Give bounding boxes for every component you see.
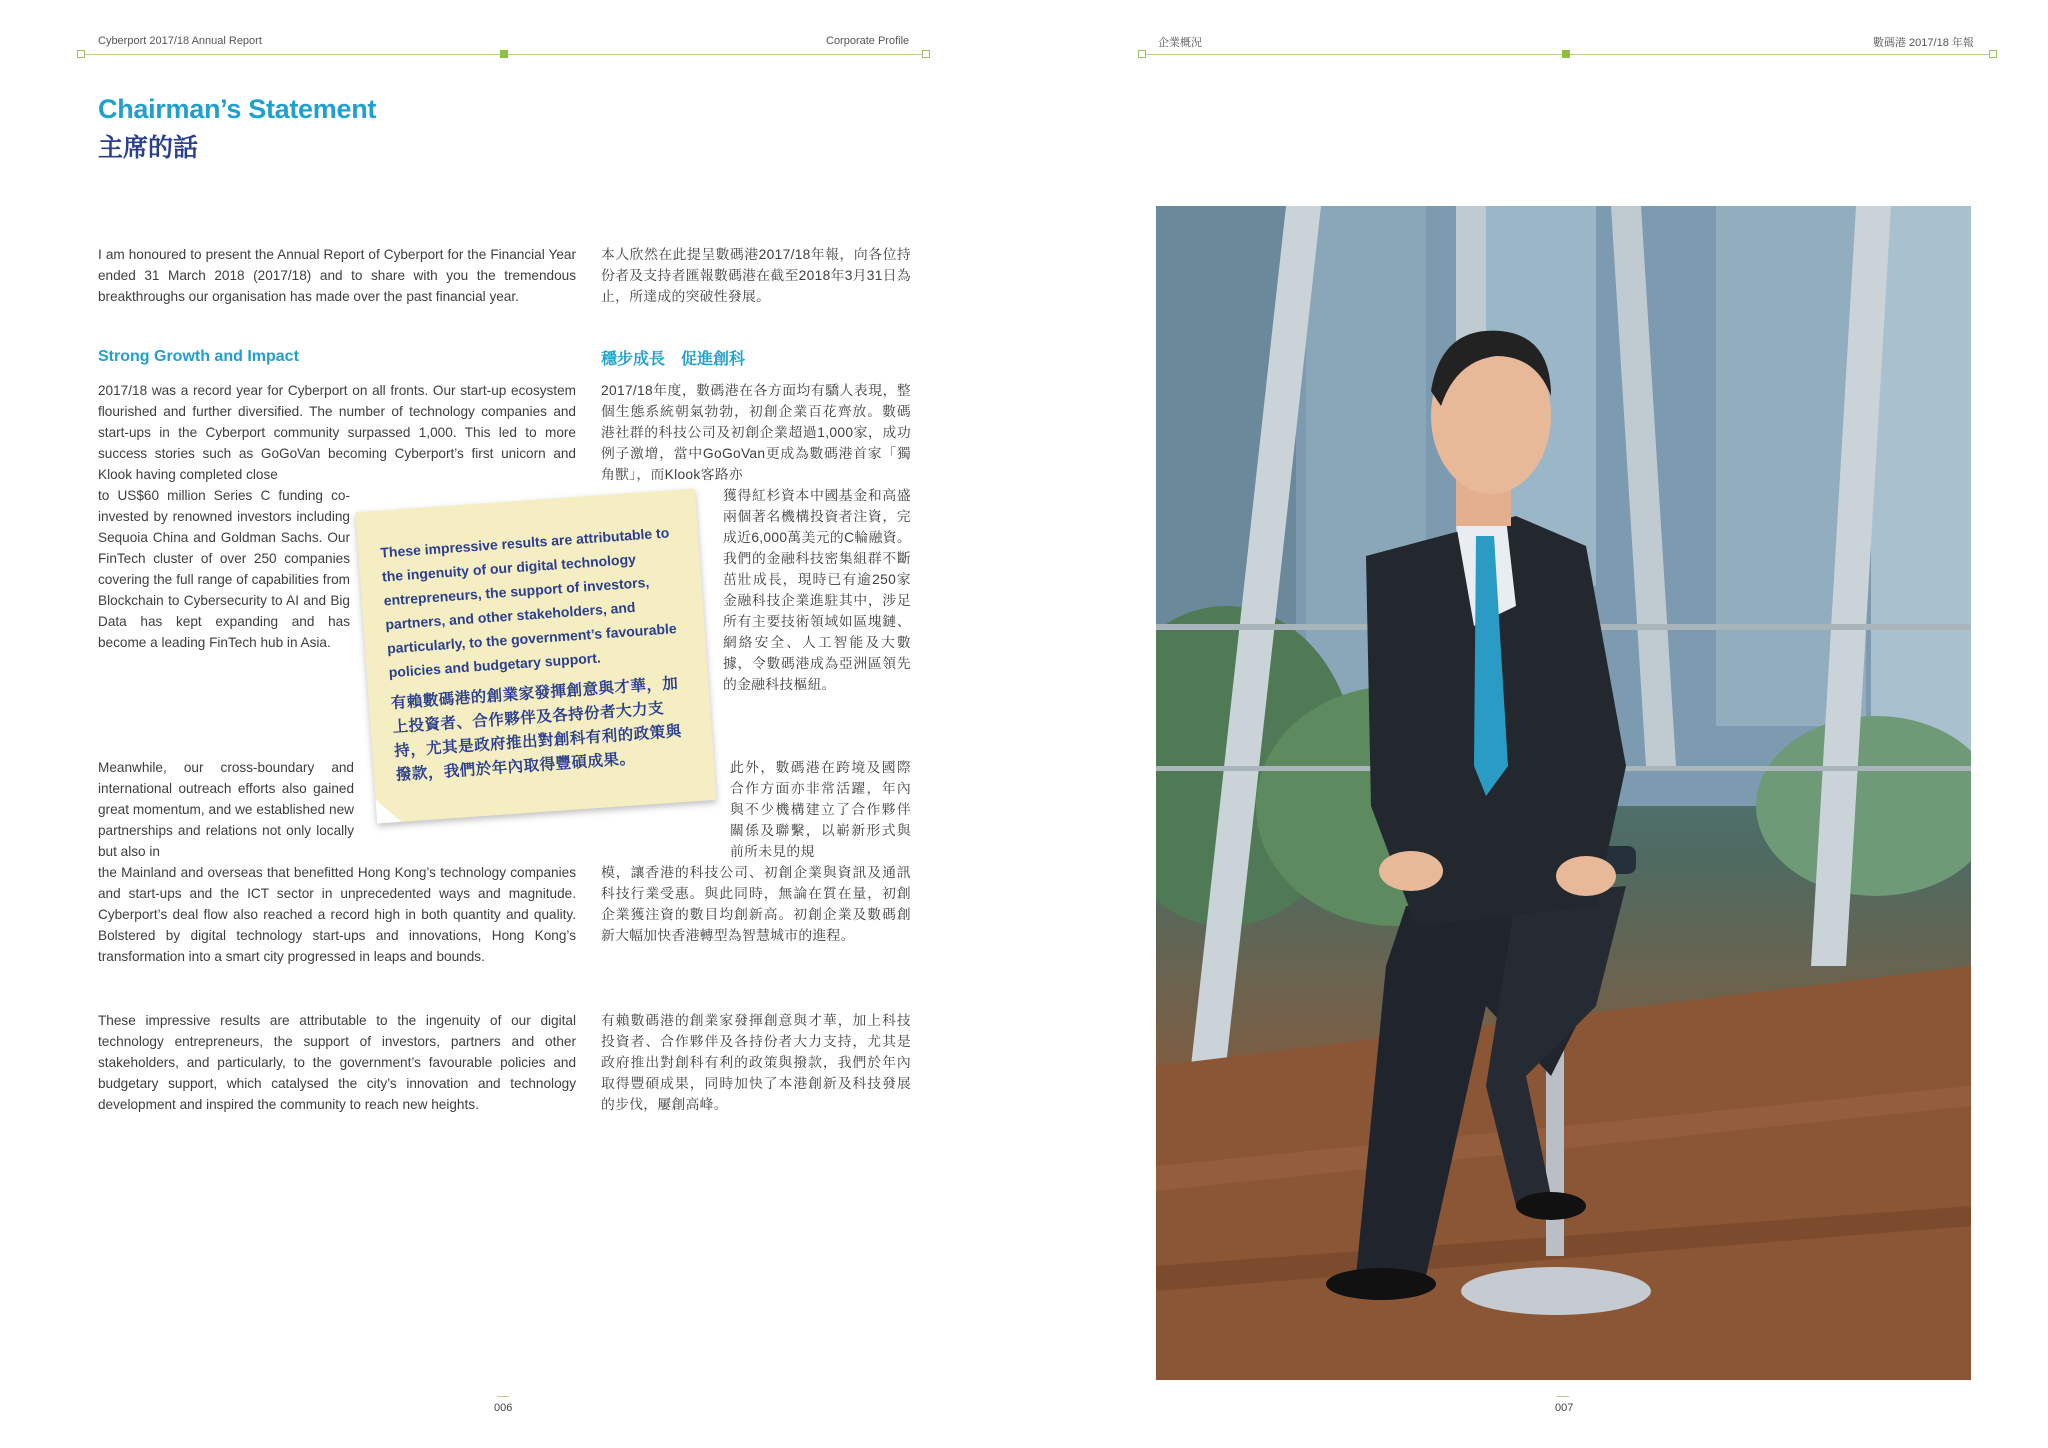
portrait-illustration: [1156, 206, 1971, 1380]
rule-end-square: [922, 50, 930, 58]
intro-paragraph: I am honoured to present the Annual Report of Cyberport for the Financial Year ended 31 March 2018 (2017/18) and to share with you the tremendous breakthroughs our organisation has made over the past financial year.: [98, 247, 576, 304]
paragraph-outreach-zh-full: 模，讓香港的科技公司、初創企業與資訊及通訊科技行業受惠。與此同時，無論在質在量，初創企業獲注資的數目均創新高。初創企業及數碼創新大幅加快香港轉型為智慧城市的進程。: [601, 865, 911, 943]
paragraph-results-zh: 有賴數碼港的創業家發揮創意與才華，加上科技投資者、合作夥伴及各持份者大力支持，尤其是政府推出對創科有利的政策與撥款，我們於年內取得豐碩成果，同時加快了本港創新及科技發展的步伐，屢創高峰。: [601, 1013, 911, 1112]
section-heading: Strong Growth and Impact: [98, 348, 299, 365]
page-title-zh: 主席的話: [98, 134, 199, 162]
pull-quote-en: These impressive results are attributable to the ingenuity of our digital technology entrepreneurs, the support of investors, partners, and other stakeholders, and particularly, to the government’s favourable policies and budgetary support.: [379, 524, 678, 681]
rule-end-square: [1138, 50, 1146, 58]
paragraph-results: These impressive results are attributable to the ingenuity of our digital technology entrepreneurs, the support of investors, partners and other stakeholders, and particularly, to the government’s favourable policies and budgetary support, which catalysed the city’s innovation and technology development and inspired the community to reach new heights.: [98, 1013, 576, 1112]
paragraph-growth-zh-full: 2017/18年度，數碼港在各方面均有驕人表現，整個生態系統朝氣勃勃，初創企業百花齊放。數碼港社群的科技公司及初創企業超過1,000家，成功例子激增，當中GoGoVan更成為數碼港首家「獨角獸」，而Klook客路亦: [601, 383, 911, 482]
intro-paragraph-zh: 本人欣然在此提呈數碼港2017/18年報，向各位持份者及支持者匯報數碼港在截至2018年3月31日為止，所達成的突破性發展。: [601, 247, 911, 304]
page-title: Chairman’s Statement: [98, 94, 377, 124]
paragraph-growth-wrapped: to US$60 million Series C funding co-invested by renowned investors including Sequoia China and Goldman Sachs. Our FinTech cluster of over 250 companies covering the full range of capabilities from Blockchain to Cybersecurity to AI and Big Data has kept expanding and has become a leading FinTech hub in Asia.: [98, 488, 350, 650]
paragraph-outreach-zh-wrapped: 此外，數碼港在跨境及國際合作方面亦非常活躍，年內與不少機構建立了合作夥伴關係及聯繫，以嶄新形式與前所未見的規: [730, 760, 911, 859]
header-report-title: Cyberport 2017/18 Annual Report: [98, 35, 262, 47]
pull-quote-note: [356, 489, 717, 824]
page-number-dash: [497, 1396, 509, 1397]
note-folded-corner: [376, 798, 402, 824]
header-section-name: Corporate Profile: [826, 35, 910, 47]
rule-end-square: [1989, 50, 1997, 58]
page-number-left: 006: [494, 1402, 513, 1414]
paragraph-growth-full: 2017/18 was a record year for Cyberport on all fronts. Our start-up ecosystem flourished and further diversified. The number of technology companies and start-ups in the Cyberport community surpassed 1,000. This led to more success stories such as GoGoVan becoming Cyberport’s first unicorn and Klook having completed close: [98, 383, 576, 482]
page-number-dash: [1557, 1396, 1569, 1397]
chairman-portrait-photo: [1156, 206, 1971, 1380]
rule-center-square: [1562, 50, 1570, 58]
page-number-right: 007: [1555, 1402, 1574, 1414]
rule-center-square: [500, 50, 508, 58]
header-report-title-zh: 數碼港 2017/18 年報: [1873, 37, 1974, 49]
paragraph-outreach-full: the Mainland and overseas that benefitted Hong Kong’s technology companies and start-ups and the ICT sector in unprecedented ways and magnitude. Cyberport’s deal flow also reached a record high in both quantity and quality. Bolstered by digital technology start-ups and innovations, Hong Kong’s transformation into a smart city progressed in leaps and bounds.: [98, 865, 576, 964]
paragraph-growth-zh-wrapped: 獲得紅杉資本中國基金和高盛兩個著名機構投資者注資，完成近6,000萬美元的C輪融資。我們的金融科技密集組群不斷茁壯成長，現時已有逾250家金融科技企業進駐其中，涉足所有主要技術領域如區塊鏈、網絡安全、人工智能及大數據，令數碼港成為亞洲區領先的金融科技樞紐。: [723, 488, 911, 692]
header-section-name-zh: 企業概況: [1158, 37, 1202, 49]
paragraph-outreach-wrapped: Meanwhile, our cross-boundary and international outreach efforts also gained great momentum, and we established new partnerships and relations not only locally but also in: [98, 760, 354, 859]
pull-quote-zh: 有賴數碼港的創業家發揮創意與才華，加上投資者、合作夥伴及各持份者大力支持，尤其是政府推出對創科有利的政策與撥款，我們於年內取得豐碩成果。: [390, 675, 683, 785]
rule-end-square: [77, 50, 85, 58]
section-heading-zh: 穩步成長 促進創科: [601, 351, 746, 368]
